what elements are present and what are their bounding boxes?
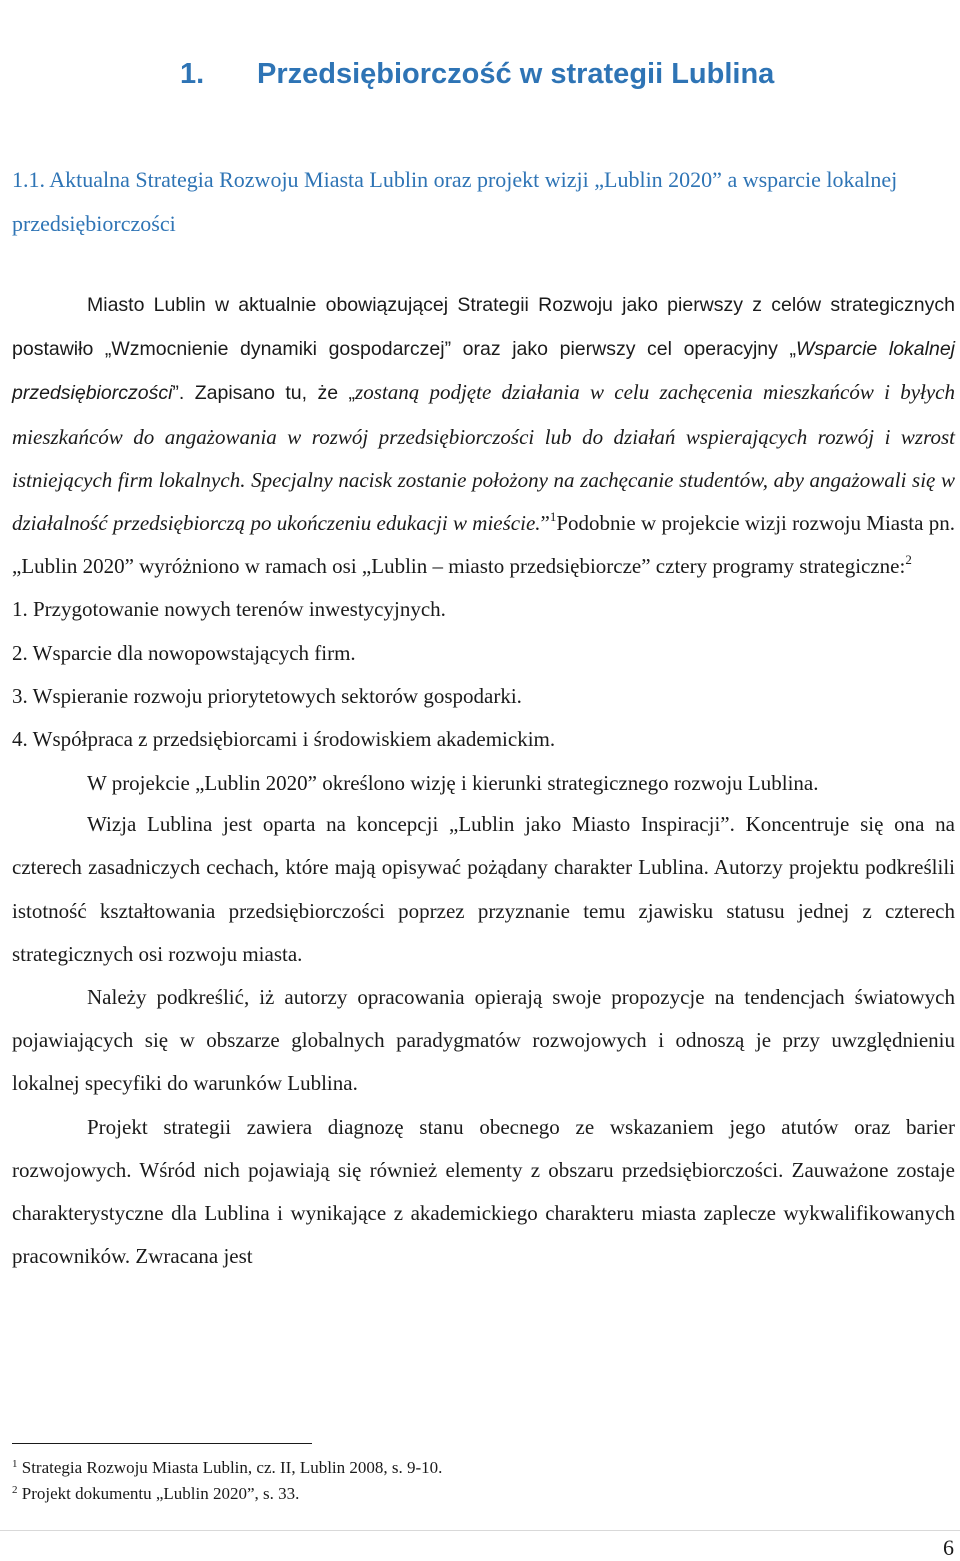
chapter-heading	[180, 58, 774, 91]
paragraph-inspiration: Wizja Lublina jest oparta na koncepcji „Lublin jako Miasto Inspiracji”. Koncentruje się ona na czterech zasadniczych cechach, które mają opisywać pożądany charakter Lublina. Autorzy projektu podkreślili istotność kształtowania przedsiębiorczości poprzez przyznanie temu zjawisku statusu jednej z czterech strategicznych osi rozwoju miasta.	[12, 812, 955, 966]
list-item: 4. Współpraca z przedsiębiorcami i środowiskiem akademickim.	[12, 727, 556, 752]
footnote-ref-2[interactable]: 2	[905, 552, 912, 568]
list-item: 2. Wsparcie dla nowopowstających firm.	[12, 640, 356, 665]
chapter-title: Przedsiębiorczość w strategii Lublina	[257, 58, 775, 90]
page-bottom-rule	[0, 1530, 960, 1531]
section-heading: 1.1. Aktualna Strategia Rozwoju Miasta Lublin oraz projekt wizji „Lublin 2020” a wsparcie lokalnej przedsiębiorczości	[12, 167, 898, 236]
footnotes	[12, 1455, 442, 1507]
paragraph-strategy: Miasto Lublin w aktualnie obowiązującej Strategii Rozwoju jako pierwszy z celów strategicznych postawiło „Wzmocnienie dynamiki gospodarczej” oraz jako pierwszy cel operacyjny „Wsparcie lokalnej przedsiębiorczości”. Zapisano tu, że „zostaną podjęte działania w celu zachęcenia mieszkańców i byłych mieszkańców do angażowania w rozwój przedsiębiorczości lub do działań wspierających rozwój i wzrost istniejących firm lokalnych. Specjalny nacisk zostanie położony na zachęcanie studentów, aby angażowali się w działalność przedsiębiorczą po ukończeniu edukacji w mieście.”$^1$Podobnie w projekcie wizji rozwoju Miasta pn. „Lublin 2020” wyróżniono w ramach osi „Lublin – miasto przedsiębiorcze” cztery programy strategiczne:$^2$	[12, 294, 955, 579]
page-number: 6	[943, 1535, 954, 1560]
paragraph-diagnosis: Projekt strategii zawiera diagnozę stanu obecnego ze wskazaniem jego atutów oraz barier rozwojowych. Wśród nich pojawiają się również elementy z obszaru przedsiębiorczości. Zauważone zostaje charakterystyczne dla Lublina i wynikające z akademickiego charakteru miasta zaplecze wykwalifikowanych pracowników. Zwracana jest	[12, 1114, 955, 1269]
list-item: 1. Przygotowanie nowych terenów inwestycyjnych.	[12, 597, 446, 622]
footnote-ref-1[interactable]: 1	[549, 509, 557, 525]
footnote: $^2$ Projekt dokumentu „Lublin 2020”, s. 33.	[12, 1484, 300, 1503]
paragraph-vision: W projekcie „Lublin 2020” określono wizję i kierunki strategicznego rozwoju Lublina.	[87, 771, 819, 796]
footnote-separator	[12, 1443, 312, 1444]
body-text	[12, 283, 955, 1278]
paragraph-trends: Należy podkreślić, iż autorzy opracowania opierają swoje propozycje na tendencjach światowych pojawiających się w obszarze globalnych paradygmatów rozwojowych i odnoszą je przy uwzględnieniu lokalnej specyfiki do warunków Lublina.	[12, 985, 955, 1096]
chapter-number: 1.	[180, 58, 205, 90]
list-item: 3. Wspieranie rozwoju priorytetowych sektorów gospodarki.	[12, 683, 522, 708]
footnote: $^1$ Strategia Rozwoju Miasta Lublin, cz. II, Lublin 2008, s. 9-10.	[12, 1458, 443, 1477]
